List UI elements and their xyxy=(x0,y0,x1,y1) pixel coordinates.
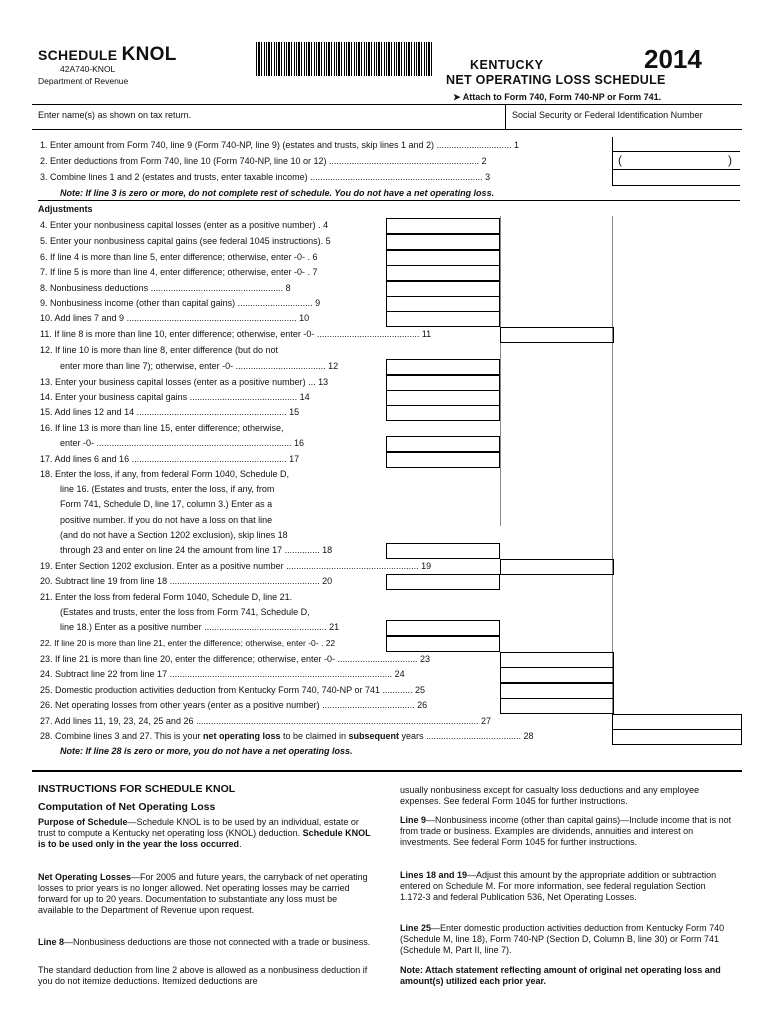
line-7-input[interactable] xyxy=(386,265,500,281)
department: Department of Revenue xyxy=(38,76,129,86)
nol-lead: Net Operating Losses xyxy=(38,872,132,882)
attach-instruction: ➤ Attach to Form 740, Form 740-NP or Form 741. xyxy=(453,92,662,102)
line-28-bold: subsequent xyxy=(348,731,400,741)
nol-paragraph xyxy=(38,872,371,916)
line-6-input[interactable] xyxy=(386,250,500,266)
line8-text: —Nonbusiness deductions are those not connected with a trade or business. xyxy=(64,937,371,947)
line8-paragraph xyxy=(38,937,371,948)
line-20: 20. Subtract line 19 from line 18 ............................................................ 20 xyxy=(40,576,333,586)
line25-paragraph xyxy=(400,923,733,956)
line-27: 27. Add lines 11, 19, 23, 24, 25 and 26 ................................................................................................................. 27 xyxy=(40,716,492,726)
line-28-text: 28. Combine lines 3 and 27. This is your xyxy=(40,731,203,741)
line9-paragraph xyxy=(400,815,733,848)
line-23-input[interactable] xyxy=(500,652,614,668)
line-15: 15. Add lines 12 and 14 ............................................................ 15 xyxy=(40,407,300,417)
adjustments-heading: Adjustments xyxy=(38,204,93,214)
line-11: 11. If line 8 is more than line 10, enter difference; otherwise, enter -0- ......................................... 11 xyxy=(40,329,432,339)
divider xyxy=(32,770,742,772)
line-5-input[interactable] xyxy=(386,234,500,250)
line-18-c: Form 741, Schedule D, line 17, column 3.) Enter as a xyxy=(60,499,273,509)
line-6: 6. If line 4 is more than line 5, enter difference; otherwise, enter -0- . 6 xyxy=(40,252,318,262)
line-4-input[interactable] xyxy=(386,218,500,234)
line-16-b: enter -0- .............................................................................. 16 xyxy=(60,438,305,448)
divider xyxy=(32,129,742,130)
line-19-input[interactable] xyxy=(500,559,614,575)
paren-left: ( xyxy=(618,153,622,167)
line-17: 17. Add lines 6 and 16 .............................................................. 17 xyxy=(40,454,300,464)
schedule-name: KNOL xyxy=(121,44,177,65)
divider xyxy=(612,185,740,186)
purpose-bold: Schedule KNOL is to be used only in the year the loss occurred xyxy=(38,828,371,849)
title-state: KENTUCKY xyxy=(470,58,544,72)
title-main: NET OPERATING LOSS SCHEDULE xyxy=(446,73,666,87)
line-28-input[interactable] xyxy=(612,729,742,745)
line-21-a: 21. Enter the loss from federal Form 1040, Schedule D, line 21. xyxy=(40,592,293,602)
tax-year: 2014 xyxy=(644,44,702,74)
line-18-input[interactable] xyxy=(386,543,500,559)
line-17-input[interactable] xyxy=(386,452,500,468)
nol-text: —For 2005 and future years, the carryback of net operating losses to prior years is no longer allowed. Net operating losses may be carried forward for up to 20 years. Documentation to substantiate any loss must be available to the Department of Revenue upon request. xyxy=(38,872,368,915)
note-line-3: Note: If line 3 is zero or more, do not complete rest of schedule. You do not have a net operating loss. xyxy=(60,188,495,198)
line-21-b: (Estates and trusts, enter the loss from Form 741, Schedule D, xyxy=(60,607,310,617)
line-19: 19. Enter Section 1202 exclusion. Enter as a positive number ..................................................... 19 xyxy=(40,561,432,571)
ssn-field-label: Social Security or Federal Identification Number xyxy=(512,110,703,120)
line-13-input[interactable] xyxy=(386,375,500,391)
column-divider xyxy=(612,216,613,726)
line-9-input[interactable] xyxy=(386,296,500,312)
line-25: 25. Domestic production activities deduction from Kentucky Form 740, 740-NP or 741 ............ 25 xyxy=(40,685,426,695)
line-3: 3. Combine lines 1 and 2 (estates and trusts, enter taxable income) ..................................................................... 3 xyxy=(40,172,491,182)
line-7: 7. If line 5 is more than line 4, enter difference; otherwise, enter -0- . 7 xyxy=(40,267,318,277)
line-5: 5. Enter your nonbusiness capital gains (see federal 1045 instructions). 5 xyxy=(40,236,331,246)
line-13: 13. Enter your business capital losses (enter as a positive number) ... 13 xyxy=(40,377,329,387)
line-25-input[interactable] xyxy=(500,683,614,699)
line-23: 23. If line 21 is more than line 20, enter the difference; otherwise, enter -0- ................................ 23 xyxy=(40,654,431,664)
line-21-c: line 18.) Enter as a positive number ................................................. 21 xyxy=(60,622,340,632)
line-24-input[interactable] xyxy=(500,667,614,683)
line8-lead: Line 8 xyxy=(38,937,65,947)
line-18-f: through 23 and enter on line 24 the amount from line 17 .............. 18 xyxy=(60,545,333,555)
line-18-e: (and do not have a Section 1202 exclusion), skip lines 18 xyxy=(60,530,288,540)
line-11-input[interactable] xyxy=(500,327,614,343)
note-line-28: Note: If line 28 is zero or more, you do not have a net operating loss. xyxy=(60,746,353,756)
divider xyxy=(38,200,740,201)
purpose-text: —Schedule KNOL is to be used by an individual, estate or trust to compute a Kentucky net operating loss (KNOL) deduction. xyxy=(38,817,359,838)
line-22: 22. If line 20 is more than line 21, enter the difference; otherwise, enter -0- . 22 xyxy=(40,638,336,648)
line-27-input[interactable] xyxy=(612,714,742,730)
lines1819-text: —Adjust this amount by the appropriate addition or subtraction entered on Schedule M. For more information, see federal regulation Section 1.172-3 and federal Publication 536, Net Operating Losses. xyxy=(400,870,717,902)
line-28-text: years ...................................... 28 xyxy=(399,731,534,741)
line-24: 24. Subtract line 22 from line 17 ......................................................................................... 24 xyxy=(40,669,405,679)
line-12-input[interactable] xyxy=(386,359,500,375)
divider xyxy=(612,151,740,152)
purpose-paragraph xyxy=(38,817,371,850)
line-4: 4. Enter your nonbusiness capital losses (enter as a positive number) . 4 xyxy=(40,220,329,230)
right-continued-paragraph: usually nonbusiness except for casualty loss deductions and any employee expenses. See federal Form 1045 for further instructions. xyxy=(400,785,700,806)
schedule-title xyxy=(38,44,177,66)
line-12-a: 12. If line 10 is more than line 8, enter difference (but do not xyxy=(40,345,278,355)
instructions-heading: INSTRUCTIONS FOR SCHEDULE KNOL xyxy=(38,783,236,795)
line-18-b: line 16. (Estates and trusts, enter the loss, if any, from xyxy=(60,484,275,494)
standard-deduction-paragraph: The standard deduction from line 2 above is allowed as a nonbusiness deduction if you do not itemize deductions. Itemized deductions are xyxy=(38,965,368,986)
lines1819-paragraph xyxy=(400,870,733,903)
line-14: 14. Enter your business capital gains ........................................... 14 xyxy=(40,392,310,402)
final-note: Note: Attach statement reflecting amount of original net operating loss and amount(s) utilized each prior year. xyxy=(400,965,721,986)
line-10: 10. Add lines 7 and 9 .................................................................... 10 xyxy=(40,313,310,323)
line-26-input[interactable] xyxy=(500,698,614,714)
line-28 xyxy=(40,731,534,741)
line-2: 2. Enter deductions from Form 740, line 10 (Form 740-NP, line 10 or 12) ............................................................ 2 xyxy=(40,156,487,166)
line-21-input[interactable] xyxy=(386,620,500,636)
line25-lead: Line 25 xyxy=(400,923,432,933)
amount-column-top xyxy=(612,137,741,185)
line-16-a: 16. If line 13 is more than line 15, enter difference; otherwise, xyxy=(40,423,284,433)
line-18-a: 18. Enter the loss, if any, from federal Form 1040, Schedule D, xyxy=(40,469,289,479)
line-8-input[interactable] xyxy=(386,281,500,297)
instructions-subheading: Computation of Net Operating Loss xyxy=(38,801,216,813)
line-14-input[interactable] xyxy=(386,390,500,406)
line-26: 26. Net operating losses from other years (enter as a positive number) ..................................... 26 xyxy=(40,700,428,710)
line25-text: —Enter domestic production activities deduction from Kentucky Form 740 (Schedule M, line 18), Form 740-NP (Section D, Column B, line 30) or Form 741 (Schedule M, Part II, line 7). xyxy=(400,923,725,955)
column-divider xyxy=(500,216,501,526)
line-1: 1. Enter amount from Form 740, line 9 (Form 740-NP, line 9) (estates and trusts, skip lines 1 and 2) .............................. 1 xyxy=(40,140,520,150)
purpose-lead: Purpose of Schedule xyxy=(38,817,128,827)
line-12-b: enter more than line 7); otherwise, enter -0- .................................... 12 xyxy=(60,361,339,371)
line-8: 8. Nonbusiness deductions ..................................................... 8 xyxy=(40,283,291,293)
line-22-input[interactable] xyxy=(386,636,500,652)
line-16-input[interactable] xyxy=(386,436,500,452)
barcode xyxy=(256,42,432,76)
line-15-input[interactable] xyxy=(386,405,500,421)
line-28-bold: net operating loss xyxy=(202,731,281,741)
line9-lead: Line 9 xyxy=(400,815,427,825)
line-18-d: positive number. If you do not have a loss on that line xyxy=(60,515,273,525)
name-field-label: Enter name(s) as shown on tax return. xyxy=(38,110,192,120)
schedule-word: SCHEDULE xyxy=(38,47,118,63)
paren-right: ) xyxy=(728,153,732,167)
period: . xyxy=(239,839,242,849)
divider xyxy=(612,169,740,170)
form-code: 42A740-KNOL xyxy=(60,64,116,74)
line9-text: —Nonbusiness income (other than capital gains)—Include income that is not from trade or business. Examples are dividends, annuities and interest on investments. See federal Form 1045 for further instructions. xyxy=(400,815,732,847)
line-20-input[interactable] xyxy=(386,574,500,590)
line-9: 9. Nonbusiness income (other than capital gains) .............................. 9 xyxy=(40,298,321,308)
line-10-input[interactable] xyxy=(386,311,500,327)
lines1819-lead: Lines 18 and 19 xyxy=(400,870,468,880)
line-28-text: to be claimed in xyxy=(280,731,349,741)
